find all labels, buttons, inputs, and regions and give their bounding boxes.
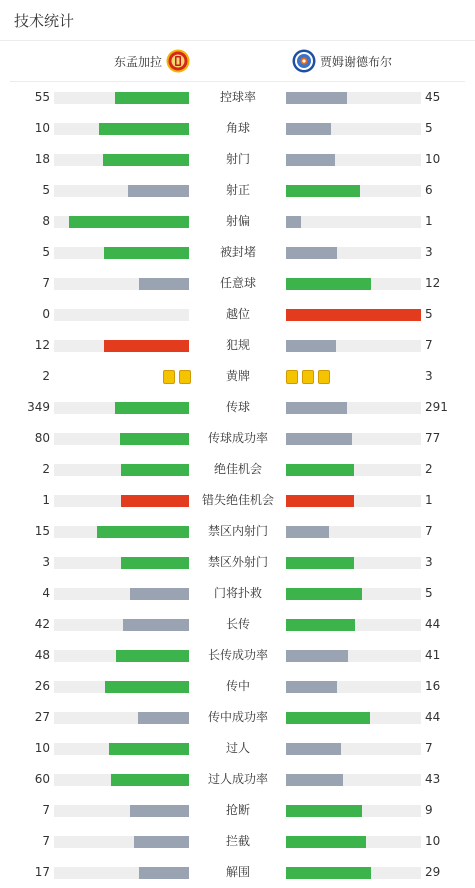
home-bar (103, 154, 189, 166)
away-bar-track (286, 340, 421, 352)
home-bar-track (54, 154, 189, 166)
away-bar (286, 588, 362, 600)
home-bar-track (54, 123, 189, 135)
stat-row (0, 206, 475, 237)
stat-label: 传中 (225, 679, 250, 693)
away-bar (286, 278, 371, 290)
stat-label: 错失绝佳机会 (201, 493, 274, 507)
home-bar (104, 247, 189, 259)
away-value: 7 (425, 741, 433, 755)
home-bar (130, 805, 189, 817)
away-team[interactable] (292, 41, 392, 81)
away-value: 29 (425, 865, 441, 879)
home-value: 18 (34, 152, 50, 166)
home-value: 2 (42, 369, 50, 383)
stat-label: 犯规 (225, 338, 250, 352)
stat-row (0, 237, 475, 268)
away-value: 43 (425, 772, 441, 786)
stat-row (0, 144, 475, 175)
home-bar-track (54, 495, 189, 507)
away-value: 6 (425, 183, 433, 197)
away-bar-track (286, 154, 421, 166)
home-bar (104, 340, 189, 352)
home-bar (109, 743, 189, 755)
away-bar (286, 185, 360, 197)
home-value: 10 (34, 121, 50, 135)
away-value: 2 (425, 462, 433, 476)
away-bar-track (286, 464, 421, 476)
home-bar-track (54, 340, 189, 352)
section-header (0, 0, 475, 41)
home-bar-track (54, 526, 189, 538)
jamshedpur-crest-icon (292, 49, 316, 73)
stat-label: 禁区外射门 (207, 555, 268, 569)
home-bar (99, 123, 189, 135)
yellow-card-icon (318, 370, 330, 384)
away-value: 291 (425, 400, 448, 414)
stat-label: 射门 (225, 152, 250, 166)
home-value: 27 (34, 710, 50, 724)
away-bar-track (286, 774, 421, 786)
away-bar-track (286, 309, 421, 321)
home-bar-track (54, 433, 189, 445)
away-value: 7 (425, 524, 433, 538)
stat-row (0, 361, 475, 392)
stat-label: 禁区内射门 (207, 524, 268, 538)
home-bar-track (54, 588, 189, 600)
stat-row (0, 764, 475, 795)
stat-label: 控球率 (219, 90, 256, 104)
stat-label: 角球 (225, 121, 250, 135)
home-bar-track (54, 216, 189, 228)
away-value: 7 (425, 338, 433, 352)
home-bar (69, 216, 189, 228)
stat-row (0, 82, 475, 113)
home-bar (115, 92, 189, 104)
home-value: 5 (42, 245, 50, 259)
away-value: 44 (425, 710, 441, 724)
stat-label: 过人 (225, 741, 250, 755)
away-bar-track (286, 681, 421, 693)
home-bar (139, 278, 189, 290)
away-bar (286, 619, 355, 631)
home-value: 17 (34, 865, 50, 879)
away-bar (286, 402, 347, 414)
away-bar (286, 681, 337, 693)
home-value: 60 (34, 772, 50, 786)
away-bar (286, 123, 331, 135)
away-value: 44 (425, 617, 441, 631)
home-value: 26 (34, 679, 50, 693)
stat-label: 越位 (225, 307, 250, 321)
section-title: 技术统计 (14, 11, 75, 30)
stat-label: 射正 (225, 183, 250, 197)
home-bar-track (54, 309, 189, 321)
stat-row (0, 609, 475, 640)
away-value: 1 (425, 493, 433, 507)
home-value: 10 (34, 741, 50, 755)
away-value: 3 (425, 555, 433, 569)
home-bar (97, 526, 189, 538)
home-value: 8 (42, 214, 50, 228)
away-bar-track (286, 216, 421, 228)
stat-row (0, 175, 475, 206)
away-bar (286, 805, 362, 817)
away-bar-track (286, 433, 421, 445)
away-bar-track (286, 278, 421, 290)
home-value: 12 (34, 338, 50, 352)
stat-row (0, 733, 475, 764)
stat-row (0, 857, 475, 888)
away-bar-track (286, 743, 421, 755)
away-bar (286, 867, 371, 879)
away-bar-track (286, 247, 421, 259)
home-value: 349 (27, 400, 50, 414)
away-bar (286, 154, 335, 166)
away-bar (286, 712, 370, 724)
home-bar-track (54, 836, 189, 848)
stat-label: 拦截 (225, 834, 250, 848)
away-bar (286, 247, 337, 259)
home-bar (128, 185, 189, 197)
stat-label: 长传 (225, 617, 250, 631)
home-bar-track (54, 278, 189, 290)
home-team[interactable] (114, 41, 190, 81)
stat-row (0, 671, 475, 702)
stat-label: 抢断 (225, 803, 250, 817)
home-value: 80 (34, 431, 50, 445)
stat-label: 传中成功率 (207, 710, 268, 724)
away-value: 5 (425, 121, 433, 135)
home-bar-track (54, 805, 189, 817)
away-value: 1 (425, 214, 433, 228)
home-bar-track (54, 464, 189, 476)
away-value: 5 (425, 586, 433, 600)
away-bar-track (286, 92, 421, 104)
stat-row (0, 268, 475, 299)
away-bar (286, 309, 421, 321)
away-value: 41 (425, 648, 441, 662)
away-bar-track (286, 123, 421, 135)
home-bar-track (54, 774, 189, 786)
home-bar-track (54, 650, 189, 662)
away-value: 77 (425, 431, 441, 445)
home-bar-track (54, 681, 189, 693)
stat-label: 任意球 (219, 276, 256, 290)
away-value: 5 (425, 307, 433, 321)
home-bar (123, 619, 189, 631)
away-bar (286, 495, 354, 507)
home-bar (115, 402, 189, 414)
away-bar-track (286, 495, 421, 507)
away-bar-track (286, 836, 421, 848)
home-bar-track (54, 185, 189, 197)
home-bar (138, 712, 189, 724)
home-team-name: 东孟加拉 (114, 54, 163, 69)
home-value: 7 (42, 834, 50, 848)
away-value: 16 (425, 679, 441, 693)
home-value: 1 (42, 493, 50, 507)
away-bar-track (286, 526, 421, 538)
yellow-card-icon (163, 370, 175, 384)
home-bar (121, 464, 189, 476)
home-bar (139, 867, 189, 879)
away-bar-track (286, 712, 421, 724)
away-value: 10 (425, 834, 441, 848)
home-bar-track (54, 712, 189, 724)
home-bar (105, 681, 189, 693)
home-value: 0 (42, 307, 50, 321)
away-yellow-cards (286, 370, 330, 384)
home-value: 55 (34, 90, 50, 104)
away-bar (286, 433, 352, 445)
stat-row (0, 299, 475, 330)
stat-row (0, 454, 475, 485)
stat-row (0, 795, 475, 826)
home-value: 48 (34, 648, 50, 662)
home-value: 4 (42, 586, 50, 600)
away-bar (286, 650, 348, 662)
away-bar-track (286, 805, 421, 817)
home-bar (134, 836, 189, 848)
stat-label: 黄牌 (225, 369, 250, 383)
away-value: 3 (425, 245, 433, 259)
away-bar-track (286, 557, 421, 569)
stat-row (0, 640, 475, 671)
away-bar-track (286, 650, 421, 662)
home-bar-track (54, 619, 189, 631)
stat-row (0, 392, 475, 423)
away-bar (286, 526, 329, 538)
away-value: 45 (425, 90, 441, 104)
away-bar (286, 557, 354, 569)
stat-label: 被封堵 (219, 245, 256, 259)
stat-row (0, 516, 475, 547)
away-value: 10 (425, 152, 441, 166)
home-value: 42 (34, 617, 50, 631)
stat-row (0, 578, 475, 609)
away-bar-track (286, 185, 421, 197)
home-bar-track (54, 867, 189, 879)
away-bar (286, 216, 301, 228)
away-bar (286, 836, 366, 848)
yellow-card-icon (286, 370, 298, 384)
home-bar-track (54, 247, 189, 259)
home-bar (111, 774, 189, 786)
home-value: 5 (42, 183, 50, 197)
yellow-card-icon (302, 370, 314, 384)
home-value: 7 (42, 276, 50, 290)
home-bar-track (54, 743, 189, 755)
home-yellow-cards (163, 370, 191, 384)
home-value: 7 (42, 803, 50, 817)
home-value: 3 (42, 555, 50, 569)
home-bar-track (54, 92, 189, 104)
away-bar (286, 464, 354, 476)
home-bar (130, 588, 189, 600)
stat-label: 门将扑救 (213, 586, 262, 600)
away-bar (286, 340, 336, 352)
stat-row (0, 826, 475, 857)
home-value: 2 (42, 462, 50, 476)
home-bar (116, 650, 189, 662)
stat-label: 解围 (225, 865, 250, 879)
away-value: 9 (425, 803, 433, 817)
home-value: 15 (34, 524, 50, 538)
east-bengal-crest-icon (166, 49, 190, 73)
stat-label: 过人成功率 (207, 772, 268, 786)
teams-header (10, 41, 465, 82)
home-bar (120, 433, 189, 445)
home-bar (121, 557, 189, 569)
stat-row (0, 547, 475, 578)
stat-row (0, 423, 475, 454)
stats-list (0, 82, 475, 888)
stat-row (0, 702, 475, 733)
stat-label: 射偏 (225, 214, 250, 228)
home-bar-track (54, 557, 189, 569)
stat-label: 传球成功率 (207, 431, 268, 445)
away-bar (286, 774, 343, 786)
stat-row (0, 113, 475, 144)
home-bar (121, 495, 189, 507)
stat-row (0, 485, 475, 516)
stat-label: 传球 (225, 400, 250, 414)
away-bar-track (286, 619, 421, 631)
away-bar-track (286, 402, 421, 414)
away-bar (286, 92, 347, 104)
stat-label: 长传成功率 (207, 648, 268, 662)
away-bar-track (286, 867, 421, 879)
home-bar-track (54, 402, 189, 414)
away-team-name: 贾姆谢德布尔 (320, 54, 393, 69)
stat-label: 绝佳机会 (213, 462, 262, 476)
away-bar-track (286, 588, 421, 600)
stat-row (0, 330, 475, 361)
away-value: 12 (425, 276, 441, 290)
away-bar (286, 743, 341, 755)
away-value: 3 (425, 369, 433, 383)
